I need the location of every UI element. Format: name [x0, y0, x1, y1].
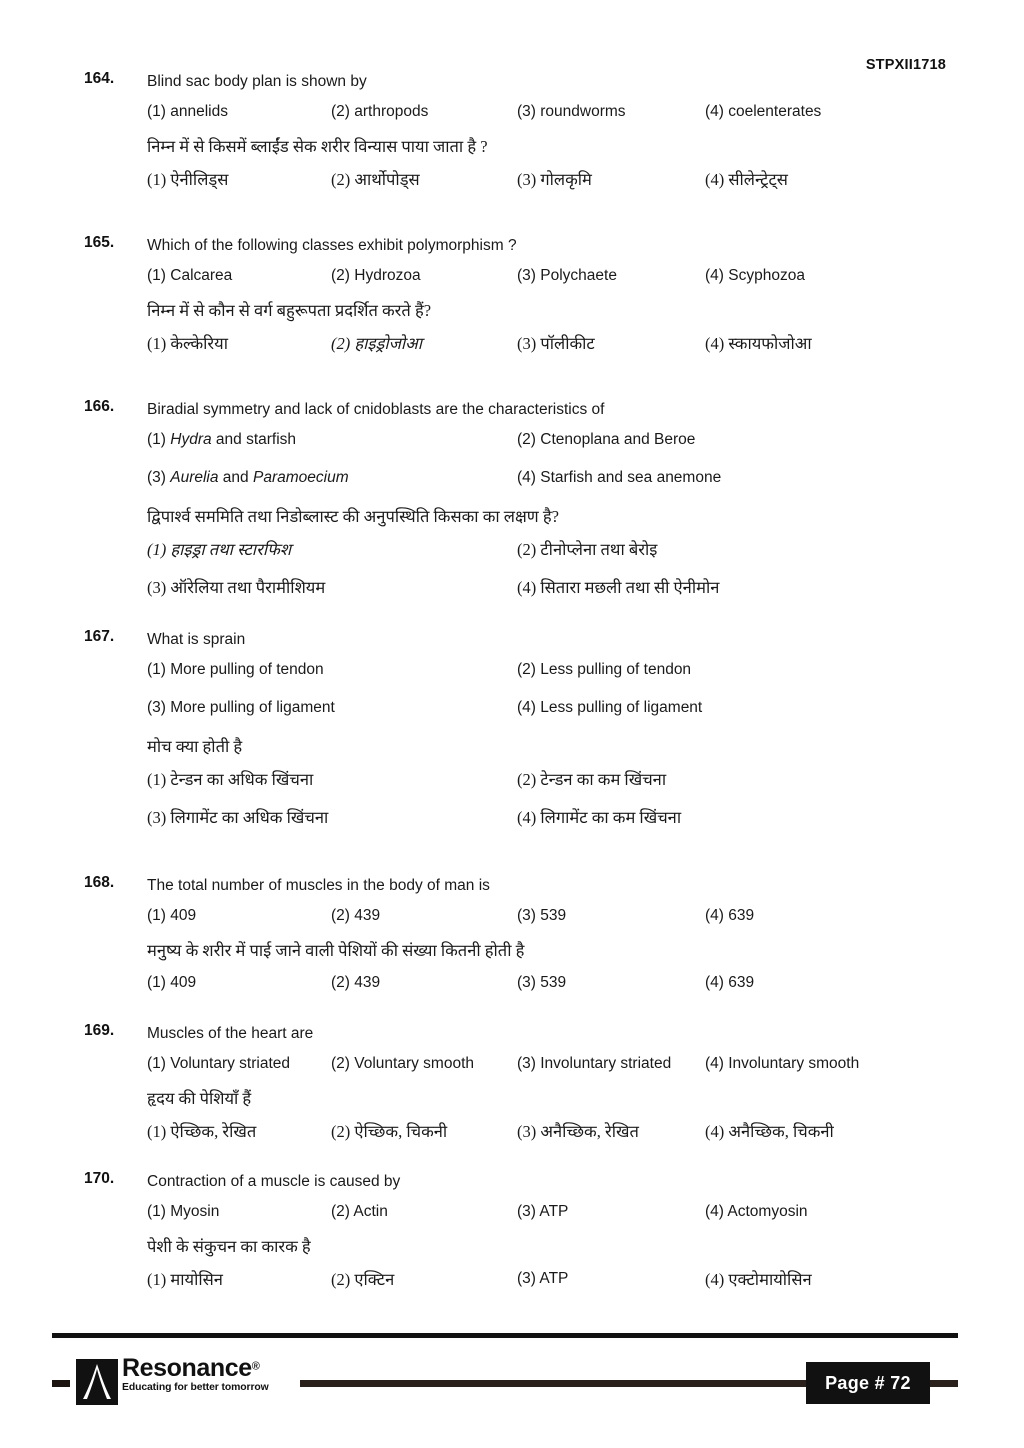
option-3-hi[interactable]: (3) गोलकृमि [517, 170, 592, 189]
question-stem-hi: निम्न में से किसमें ब्लाईंड सेक शरीर विन्यास पाया जाता है ? [147, 137, 488, 157]
question-stem-en: The total number of muscles in the body of man is [147, 877, 490, 894]
brand-tagline: Educating for better tomorrow [122, 1382, 269, 1393]
question-166 [0, 398, 1024, 614]
question-number: 168. [84, 874, 115, 891]
option-3-hi[interactable]: (3) ऑरेलिया तथा पैरामीशियम [147, 578, 326, 597]
option-2-hi[interactable]: (2) ऐच्छिक, चिकनी [331, 1122, 448, 1141]
question-stem-en: What is sprain [147, 631, 246, 648]
question-number: 170. [84, 1170, 115, 1187]
options-row-en-2 [147, 697, 1024, 735]
spacer [0, 848, 1024, 874]
question-167 [0, 628, 1024, 844]
spacer [0, 1160, 1024, 1170]
brand-name: Resonance [122, 1354, 252, 1382]
question-stem-hi: मनुष्य के शरीर में पाई जाने वाली पेशियों की संख्या कितनी होती है [147, 941, 525, 961]
option-2-hi[interactable]: (2) टीनोप्लेना तथा बेरोइ [517, 540, 658, 559]
options-row-en [147, 101, 1024, 135]
question-number: 164. [84, 70, 115, 87]
page-number-badge: Page # 72 [806, 1362, 930, 1404]
question-170 [0, 1170, 1024, 1304]
option-4-en[interactable]: (4) Scyphozoa [705, 267, 805, 285]
option-4-hi[interactable]: (4) एक्टोमायोसिन [705, 1270, 812, 1289]
option-1-hi[interactable]: (1) ऐच्छिक, रेखित [147, 1122, 257, 1141]
option-3-en[interactable]: (3) More pulling of ligament [147, 699, 335, 717]
option-3-hi[interactable]: (3) 539 [517, 974, 567, 991]
footer-left-dash [52, 1380, 70, 1387]
question-number: 165. [84, 234, 115, 251]
option-3-hi[interactable]: (3) पॉलीकीट [517, 334, 595, 353]
spacer [0, 1012, 1024, 1022]
options-row-en [147, 265, 1024, 299]
option-1-en[interactable]: (1) Myosin [147, 1203, 220, 1221]
option-2-en[interactable]: (2) Hydrozoa [331, 267, 421, 285]
options-row-hi [147, 972, 1024, 1008]
question-164 [0, 70, 1024, 204]
option-3-en[interactable]: (3) ATP [517, 1203, 569, 1221]
question-stem-hi: द्विपार्श्व सममिति तथा निडोब्लास्ट की अनुपस्थिति किसका का लक्षण है? [147, 507, 559, 527]
question-stem-en: Which of the following classes exhibit polymorphism ? [147, 237, 517, 254]
option-3-en[interactable]: (3) Aurelia and Paramoecium [147, 469, 349, 487]
option-3-hi[interactable]: (3) लिगामेंट का अधिक खिंचना [147, 808, 329, 827]
option-4-hi[interactable]: (4) स्कायफोजोआ [705, 334, 812, 353]
option-1-hi[interactable]: (1) मायोसिन [147, 1270, 223, 1289]
footer-top-rule [52, 1333, 958, 1338]
option-2-hi[interactable]: (2) एक्टिन [331, 1270, 395, 1289]
options-row-hi-1 [147, 768, 1024, 806]
options-row-en-1 [147, 659, 1024, 697]
option-2-en[interactable]: (2) Voluntary smooth [331, 1055, 475, 1073]
options-row-hi-2 [147, 576, 1024, 614]
question-stem-en: Biradial symmetry and lack of cnidoblasts are the characteristics of [147, 401, 605, 418]
options-row-hi [147, 332, 1024, 368]
footer-bar [300, 1380, 820, 1387]
option-4-hi[interactable]: (4) सितारा मछली तथा सी ऐनीमोन [517, 578, 720, 597]
option-2-hi[interactable]: (2) टेन्डन का कम खिंचना [517, 770, 667, 789]
resonance-logo-text [122, 1356, 302, 1393]
option-3-en[interactable]: (3) 539 [517, 907, 567, 925]
spacer [0, 208, 1024, 234]
question-stem-hi: पेशी के संकुचन का कारक है [147, 1237, 311, 1257]
option-3-en[interactable]: (3) Involuntary striated [517, 1055, 672, 1073]
option-4-hi[interactable]: (4) सीलेन्ट्रेट्स [705, 170, 788, 189]
option-1-en[interactable]: (1) annelids [147, 103, 228, 121]
question-169 [0, 1022, 1024, 1156]
option-1-hi[interactable]: (1) केल्केरिया [147, 334, 229, 353]
question-stem-hi: मोच क्या होती है [147, 737, 243, 757]
paper-code: STPXII1718 [865, 57, 946, 73]
option-2-en[interactable]: (2) Ctenoplana and Beroe [517, 431, 696, 449]
option-3-hi[interactable]: (3) अनैच्छिक, रेखित [517, 1122, 639, 1141]
questions-container [0, 70, 1024, 1308]
question-stem-hi: हृदय की पेशियाँ हैं [147, 1089, 252, 1109]
option-1-en[interactable]: (1) Voluntary striated [147, 1055, 291, 1073]
options-row-hi-2 [147, 806, 1024, 844]
option-1-en[interactable]: (1) More pulling of tendon [147, 661, 324, 679]
option-4-hi[interactable]: (4) 639 [705, 974, 755, 991]
options-row-hi [147, 1268, 1024, 1304]
option-4-hi[interactable]: (4) अनैच्छिक, चिकनी [705, 1122, 834, 1141]
option-4-hi[interactable]: (4) लिगामेंट का कम खिंचना [517, 808, 682, 827]
options-row-en-2 [147, 467, 1024, 505]
option-4-en[interactable]: (4) coelenterates [705, 103, 822, 121]
option-2-en[interactable]: (2) Less pulling of tendon [517, 661, 692, 679]
option-3-en[interactable]: (3) roundworms [517, 103, 626, 121]
question-168 [0, 874, 1024, 1008]
question-165 [0, 234, 1024, 368]
registered-trademark-icon: ® [251, 1360, 260, 1373]
option-1-hi[interactable]: (1) 409 [147, 974, 197, 991]
resonance-logo-icon [76, 1359, 118, 1405]
question-number: 167. [84, 628, 115, 645]
option-2-hi[interactable]: (2) आर्थोपोड्स [331, 170, 420, 189]
option-2-en[interactable]: (2) Actin [331, 1203, 388, 1221]
option-1-en[interactable]: (1) 409 [147, 907, 197, 925]
option-3-en[interactable]: (3) Polychaete [517, 267, 617, 285]
question-number: 166. [84, 398, 115, 415]
option-4-en[interactable]: (4) Actomyosin [705, 1203, 808, 1221]
options-row-en [147, 1053, 1024, 1087]
option-4-en[interactable]: (4) Less pulling of ligament [517, 699, 703, 717]
options-row-en [147, 1201, 1024, 1235]
question-stem-hi: निम्न में से कौन से वर्ग बहुरूपता प्रदर्शित करते हैं? [147, 301, 432, 321]
options-row-en-1 [147, 429, 1024, 467]
footer-right-dash [930, 1380, 958, 1387]
option-2-hi[interactable]: (2) 439 [331, 974, 381, 991]
question-stem-en: Blind sac body plan is shown by [147, 73, 367, 90]
option-4-en[interactable]: (4) Starfish and sea anemone [517, 469, 722, 487]
option-1-hi[interactable]: (1) टेन्डन का अधिक खिंचना [147, 770, 314, 789]
options-row-hi [147, 1120, 1024, 1156]
options-row-en [147, 905, 1024, 939]
option-2-hi[interactable]: (2) हाइड्रोजोआ [331, 334, 422, 353]
option-1-hi[interactable]: (1) ऐनीलिड्स [147, 170, 229, 189]
spacer [0, 618, 1024, 628]
option-2-en[interactable]: (2) arthropods [331, 103, 429, 121]
spacer [0, 372, 1024, 398]
options-row-hi-1 [147, 538, 1024, 576]
option-1-en[interactable]: (1) Hydra and starfish [147, 431, 297, 449]
options-row-hi [147, 168, 1024, 204]
question-number: 169. [84, 1022, 115, 1039]
option-1-hi[interactable]: (1) हाइड्रा तथा स्टारफिश [147, 540, 292, 559]
option-3-hi[interactable]: (3) ATP [517, 1270, 569, 1287]
option-1-en[interactable]: (1) Calcarea [147, 267, 233, 285]
question-stem-en: Contraction of a muscle is caused by [147, 1173, 401, 1190]
question-stem-en: Muscles of the heart are [147, 1025, 314, 1042]
option-2-en[interactable]: (2) 439 [331, 907, 381, 925]
option-4-en[interactable]: (4) 639 [705, 907, 755, 925]
page-footer [0, 1328, 1024, 1448]
option-4-en[interactable]: (4) Involuntary smooth [705, 1055, 860, 1073]
